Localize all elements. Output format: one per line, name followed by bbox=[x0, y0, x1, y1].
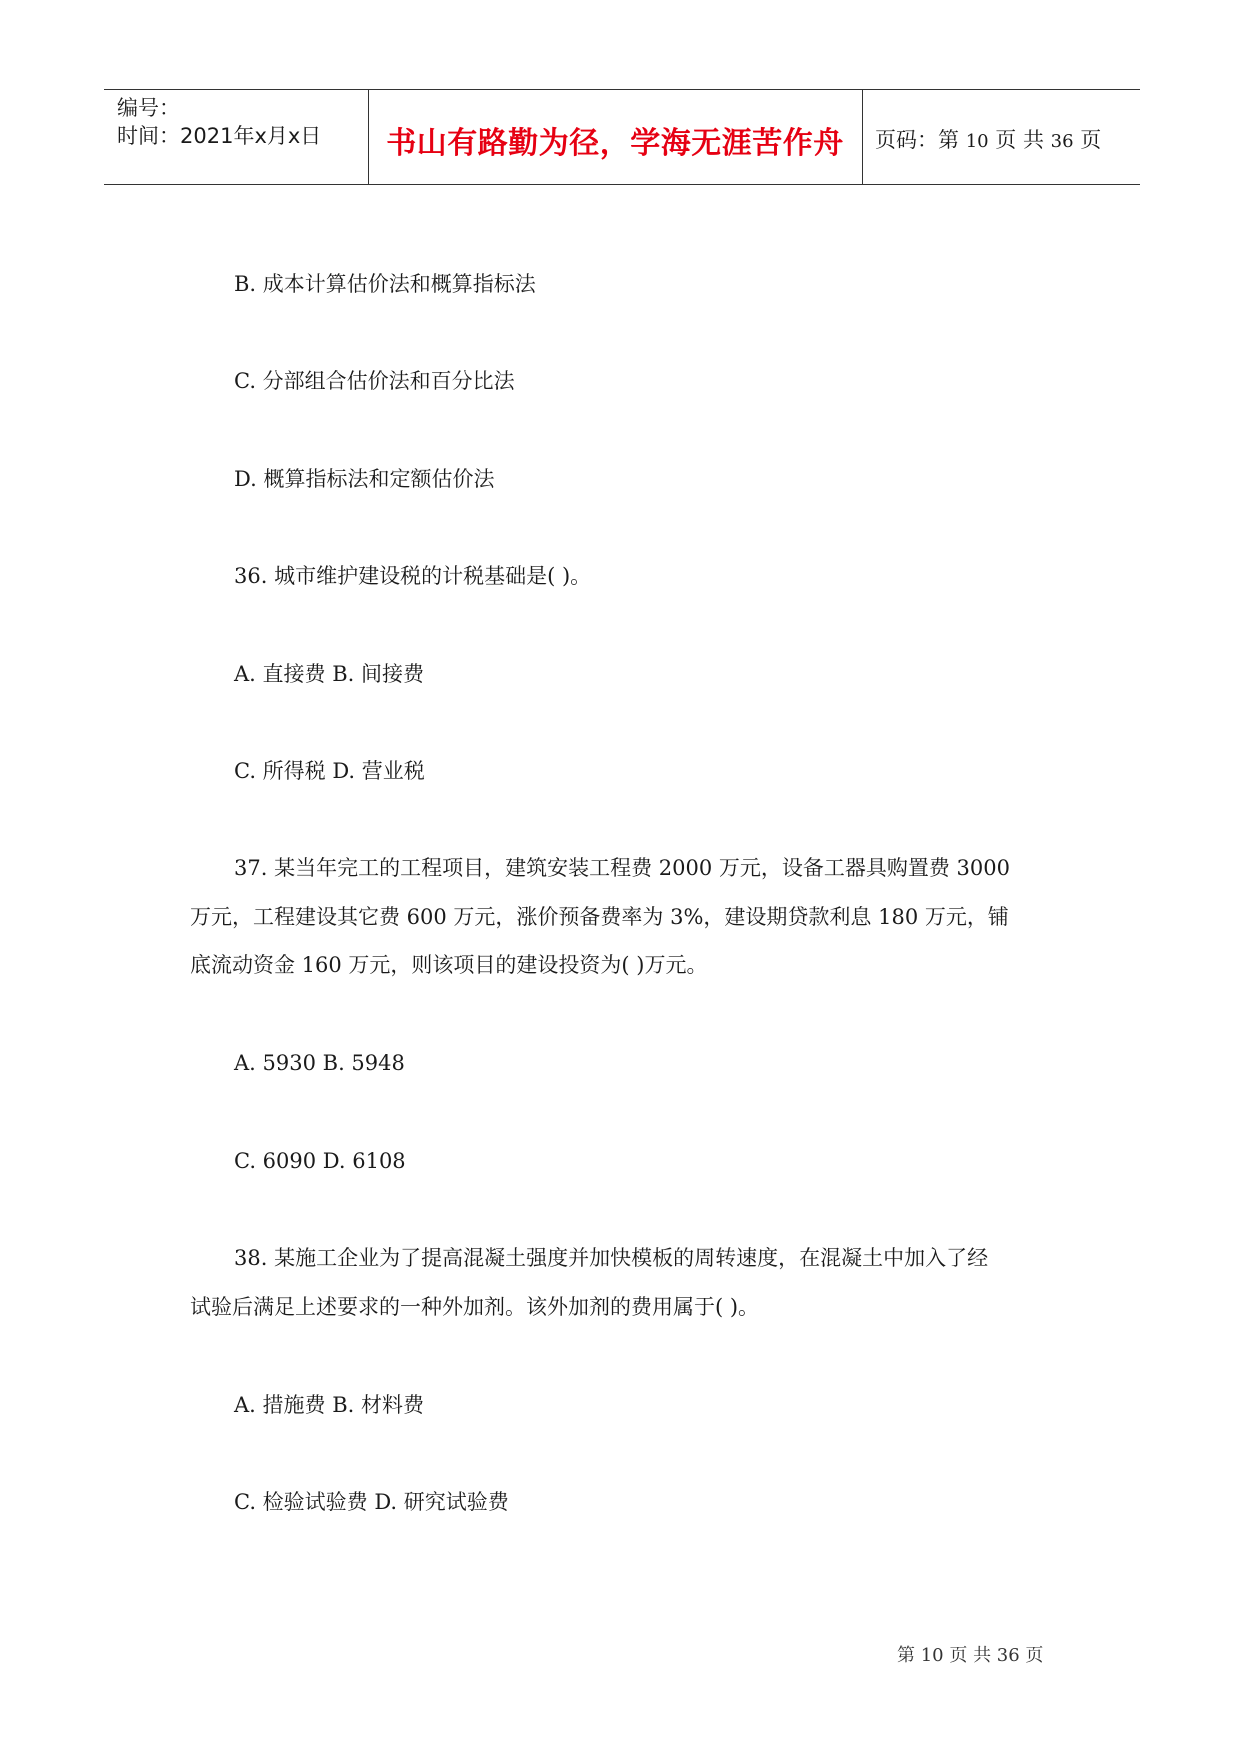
question-37-cont: 底流动资金 160 万元，则该项目的建设投资为( )万元。 bbox=[190, 953, 708, 977]
page-mid: 页 共 bbox=[995, 128, 1044, 152]
page-footer: 第 10 页 共 36 页 bbox=[897, 1645, 1044, 1666]
option-line: B. 成本计算估价法和概算指标法 bbox=[234, 272, 536, 296]
header-motto-cell bbox=[368, 90, 863, 184]
option-line: A. 5930 B. 5948 bbox=[234, 1051, 405, 1075]
page-total: 36 bbox=[1050, 131, 1074, 152]
header-meta-cell bbox=[104, 90, 369, 184]
option-line: C. 所得税 D. 营业税 bbox=[234, 759, 425, 783]
question-36: 36. 城市维护建设税的计税基础是( )。 bbox=[234, 564, 592, 588]
option-line: A. 直接费 B. 间接费 bbox=[234, 662, 424, 686]
question-37: 37. 某当年完工的工程项目，建筑安装工程费 2000 万元，设备工器具购置费 3000 bbox=[234, 856, 1010, 880]
option-line: C. 检验试验费 D. 研究试验费 bbox=[234, 1490, 509, 1514]
page-prefix: 页码：第 bbox=[875, 128, 959, 152]
time-label: 时间：2021年x月x日 bbox=[117, 124, 322, 148]
page-number: 10 bbox=[965, 131, 989, 152]
header-page-cell bbox=[862, 90, 1140, 184]
number-label: 编号： bbox=[117, 96, 180, 120]
option-line: D. 概算指标法和定额估价法 bbox=[234, 467, 495, 491]
header-motto: 书山有路勤为径，学海无涯苦作舟 bbox=[386, 126, 844, 161]
page-suffix: 页 bbox=[1080, 128, 1102, 152]
option-line: C. 分部组合估价法和百分比法 bbox=[234, 369, 515, 393]
question-37-cont: 万元，工程建设其它费 600 万元，涨价预备费率为 3%，建设期贷款利息 180 万元，铺 bbox=[190, 905, 1009, 929]
option-line: A. 措施费 B. 材料费 bbox=[234, 1393, 424, 1417]
question-38-cont: 试验后满足上述要求的一种外加剂。该外加剂的费用属于( )。 bbox=[190, 1295, 760, 1319]
option-line: C. 6090 D. 6108 bbox=[234, 1149, 406, 1173]
header-page-indicator bbox=[875, 124, 1101, 154]
question-38: 38. 某施工企业为了提高混凝土强度并加快模板的周转速度，在混凝土中加入了经 bbox=[234, 1246, 989, 1270]
page-header bbox=[104, 89, 1140, 185]
